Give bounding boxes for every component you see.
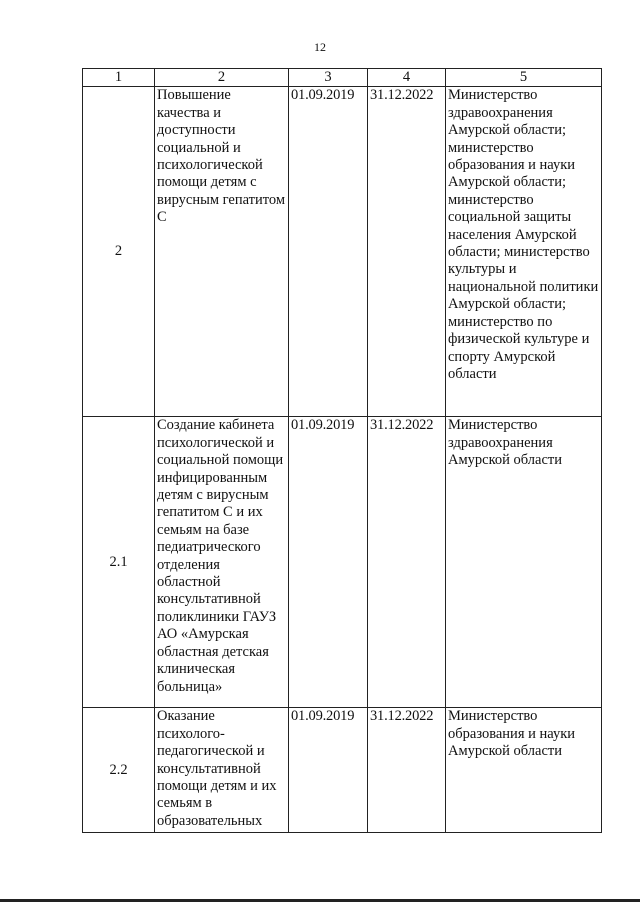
table-row xyxy=(83,708,602,833)
measure-name: Оказание психолого-педагогической и консультативной помощи детям и их семьям в образовательных xyxy=(155,708,289,833)
responsible-executors: Министерство здравоохранения Амурской области xyxy=(446,417,602,708)
row-number: 2.2 xyxy=(83,708,155,833)
end-date: 31.12.2022 xyxy=(368,417,446,708)
measure-name: Повышение качества и доступности социальной и психологической помощи детям с вирусным гепатитом С xyxy=(155,87,289,417)
row-number: 2 xyxy=(83,87,155,417)
table-row xyxy=(83,417,602,708)
start-date: 01.09.2019 xyxy=(289,708,368,833)
responsible-executors: Министерство образования и науки Амурской области xyxy=(446,708,602,833)
header-col-4: 4 xyxy=(368,69,446,87)
end-date: 31.12.2022 xyxy=(368,708,446,833)
header-col-2: 2 xyxy=(155,69,289,87)
responsible-executors: Министерство здравоохранения Амурской области; министерство образования и науки Амурской области; министерство социальной защиты населения Амурской области; министерство культуры и национальной политики Амурской области; министерство по физической культуре и спорту Амурской области xyxy=(446,87,602,417)
scan-edge-line xyxy=(0,899,640,902)
header-col-5: 5 xyxy=(446,69,602,87)
start-date: 01.09.2019 xyxy=(289,87,368,417)
measures-table xyxy=(82,68,602,833)
measure-name: Создание кабинета психологической и социальной помощи инфицированным детям с вирусным гепатитом С и их семьям на базе педиатрического отделения областной консультативной поликлиники ГАУЗ АО «Амурская областная детская клиническая больница» xyxy=(155,417,289,708)
table-row xyxy=(83,87,602,417)
header-col-3: 3 xyxy=(289,69,368,87)
end-date: 31.12.2022 xyxy=(368,87,446,417)
table-header-row xyxy=(83,69,602,87)
row-number: 2.1 xyxy=(83,417,155,708)
page-number: 12 xyxy=(314,40,326,54)
start-date: 01.09.2019 xyxy=(289,417,368,708)
header-col-1: 1 xyxy=(83,69,155,87)
